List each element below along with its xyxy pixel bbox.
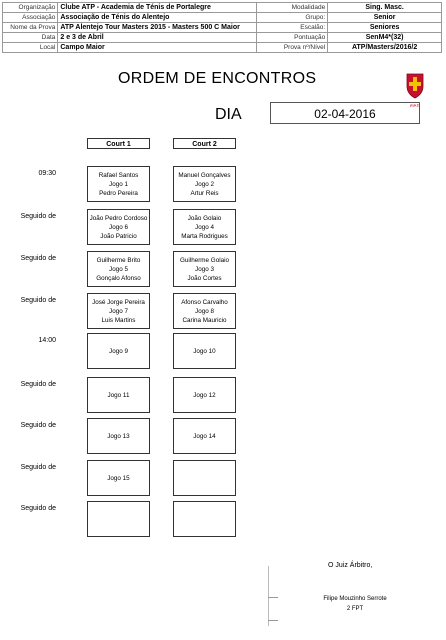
court-2-match-box [173, 209, 236, 245]
header-label: Prova nº/Nível [256, 43, 327, 53]
header-label: Modalidade [256, 3, 327, 13]
match-line: João Golaio [187, 214, 222, 222]
match-line: José Jorge Pereira [92, 298, 145, 306]
court-2-match-box [173, 251, 236, 287]
header-label: Local [3, 43, 58, 53]
signature-tick [268, 597, 278, 598]
header-value: Sing. Masc. [328, 3, 442, 13]
page-title: ORDEM DE ENCONTROS [118, 70, 317, 87]
header-value: ATP/Masters/2016/2 [328, 43, 442, 53]
header-value: Senior [328, 13, 442, 23]
court-2-match-box [173, 166, 236, 202]
match-line: Guilherme Golaio [180, 256, 229, 264]
header-row [3, 23, 442, 33]
header-label: Data [3, 33, 58, 43]
slot-time-label: Seguido de [20, 381, 56, 388]
slot-time-label: 09:30 [38, 170, 56, 177]
court-2-header: Court 2 [173, 138, 236, 149]
match-line: Jogo 12 [193, 391, 216, 399]
header-table [2, 2, 442, 53]
header-value: ATP Alentejo Tour Masters 2015 - Masters 500 C Maior [58, 23, 256, 33]
court-1-match-box [87, 333, 150, 369]
court-1-match-box [87, 377, 150, 413]
header-row [3, 13, 442, 23]
match-line: Carina Mauricio [182, 316, 227, 324]
court-1-match-box [87, 418, 150, 454]
court-1-match-box [87, 166, 150, 202]
court-1-match-box [87, 209, 150, 245]
match-line: João Patricio [100, 232, 137, 240]
header-value: Associação de Ténis do Alentejo [58, 13, 256, 23]
court-1-match-box [87, 293, 150, 329]
match-line: Gonçalo Afonso [96, 274, 141, 282]
match-line: João Pedro Cordoso [89, 214, 148, 222]
match-line: Jogo 3 [195, 265, 214, 273]
slot-time-label: Seguido de [20, 213, 56, 220]
header-row [3, 3, 442, 13]
court-2-match-box [173, 501, 236, 537]
match-line: Jogo 7 [109, 307, 128, 315]
match-line: Artur Reis [190, 189, 219, 197]
match-line: Guilherme Brito [96, 256, 141, 264]
match-line: Marta Rodrigues [181, 232, 228, 240]
match-line: Jogo 8 [195, 307, 214, 315]
header-label: Pontuação [256, 33, 327, 43]
header-value: SenM4*(32) [328, 33, 442, 43]
match-line: Jogo 11 [107, 391, 130, 399]
court-1-header: Court 1 [87, 138, 150, 149]
slot-time-label: 14:00 [38, 337, 56, 344]
referee-role: 2 FPT [346, 606, 364, 612]
header-label: Organização [3, 3, 58, 13]
match-line: Jogo 13 [107, 432, 130, 440]
court-2-match-box [173, 293, 236, 329]
court-1-match-box [87, 460, 150, 496]
fpt-crest-icon [404, 72, 426, 108]
court-2-match-box [173, 377, 236, 413]
header-value: Clube ATP - Academia de Ténis de Portalegre [58, 3, 256, 13]
margin-line [268, 566, 269, 626]
referee-title: O Juiz Árbitro, [328, 562, 373, 569]
match-line: Jogo 5 [109, 265, 128, 273]
court-2-match-box [173, 418, 236, 454]
referee-name: Filipe Mouzinho Serrote [323, 596, 387, 602]
header-label: Grupo: [256, 13, 327, 23]
slot-time-label: Seguido de [20, 505, 56, 512]
court-1-match-box [87, 251, 150, 287]
logo-text: F.P.T. [410, 103, 420, 108]
signature-tick [268, 620, 278, 621]
match-line: Manuel Gonçalves [178, 171, 231, 179]
match-line: Pedro Pereira [99, 189, 138, 197]
slot-time-label: Seguido de [20, 464, 56, 471]
header-row [3, 33, 442, 43]
match-line: Jogo 15 [107, 474, 130, 482]
court-1-match-box [87, 501, 150, 537]
match-line: Jogo 14 [193, 432, 216, 440]
match-line: João Cortes [187, 274, 222, 282]
court-2-match-box [173, 460, 236, 496]
header-label: Escalão: [256, 23, 327, 33]
header-label: Associação [3, 13, 58, 23]
slot-time-label: Seguido de [20, 297, 56, 304]
header-value: 2 e 3 de Abril [58, 33, 256, 43]
match-line: Afonso Carvalho [181, 298, 228, 306]
match-line: Jogo 9 [109, 347, 128, 355]
header-row [3, 43, 442, 53]
slot-time-label: Seguido de [20, 255, 56, 262]
match-line: Jogo 10 [193, 347, 216, 355]
slot-time-label: Seguido de [20, 422, 56, 429]
header-label: Nome da Prova [3, 23, 58, 33]
match-line: Jogo 2 [195, 180, 214, 188]
date-value: 02-04-2016 [270, 102, 420, 124]
match-line: Luis Martins [101, 316, 136, 324]
dia-label: DIA [215, 106, 242, 123]
match-line: Jogo 1 [109, 180, 128, 188]
header-value: Campo Maior [58, 43, 256, 53]
match-line: Jogo 6 [109, 223, 128, 231]
header-value: Seniores [328, 23, 442, 33]
match-line: Jogo 4 [195, 223, 214, 231]
match-line: Rafael Santos [98, 171, 139, 179]
court-2-match-box [173, 333, 236, 369]
